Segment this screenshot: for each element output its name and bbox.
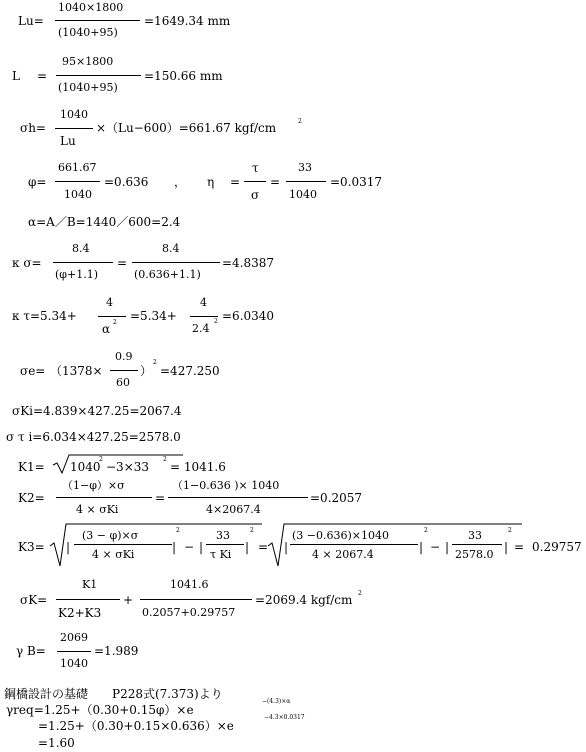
l-eq: = xyxy=(37,69,48,83)
ks-eq: = xyxy=(117,256,128,270)
ski-line: σKi=4.839×427.25=2067.4 xyxy=(12,404,182,418)
fraction-bar xyxy=(55,181,100,182)
kt-numerator1: 4 xyxy=(106,296,113,309)
bracket-open: | xyxy=(445,540,450,554)
sk-denominator2: 0.2057+0.29757 xyxy=(142,606,236,619)
reference-source: P228式(7.373)より xyxy=(112,687,223,701)
sk-numerator2: 1041.6 xyxy=(170,578,209,591)
lu-lhs: Lu= xyxy=(18,14,44,28)
ks-denominator1: (φ+1.1) xyxy=(55,268,98,281)
k2-numerator1: （1−φ）×σ xyxy=(62,479,125,492)
eta-eq2: = xyxy=(270,175,281,189)
k2-eq: = xyxy=(155,491,166,505)
k3-g2-denominator: 2578.0 xyxy=(455,548,494,561)
eta-lhs: η xyxy=(207,175,215,189)
k3-eq2: = xyxy=(514,540,525,554)
k1-rad-b: −3×33 xyxy=(106,460,150,474)
psi-denominator: 1040 xyxy=(64,188,92,201)
k3-sq2: 2 xyxy=(250,527,254,534)
psi-result: =0.636 xyxy=(104,175,149,189)
fraction-bar xyxy=(56,75,141,76)
kt-result: =6.0340 xyxy=(222,309,275,323)
ks-result: =4.8387 xyxy=(222,256,275,270)
k3-f1-denominator: 4 × σKi xyxy=(92,548,135,561)
eta-denominator2: 1040 xyxy=(289,188,317,201)
fraction-bar xyxy=(140,599,252,600)
lu-result: =1649.34 mm xyxy=(144,14,231,28)
psi-lhs: φ= xyxy=(28,175,47,189)
bracket-open: | xyxy=(66,540,71,554)
eta-result: =0.0317 xyxy=(330,175,383,189)
fraction-bar xyxy=(190,316,218,317)
fraction-bar xyxy=(286,181,326,182)
eta-denominator: σ xyxy=(251,188,260,202)
greq-line2-sup: −4.3×0.0317 xyxy=(264,714,305,721)
k3-lhs: K3= xyxy=(18,540,45,554)
fraction-bar xyxy=(56,599,120,600)
fraction-bar xyxy=(132,262,220,263)
fraction-bar xyxy=(98,316,126,317)
kt-den2-sup: 2 xyxy=(214,318,218,325)
sh-lhs: σh= xyxy=(20,121,46,135)
se-pre: （1378× xyxy=(50,364,103,378)
fraction-bar xyxy=(110,370,138,371)
k2-denominator2: 4×2067.4 xyxy=(206,503,261,516)
k2-numerator2: （1−0.636 )× 1040 xyxy=(172,479,280,492)
alpha-line: α=A／B=1440／600=2.4 xyxy=(28,215,181,229)
sk-plus: + xyxy=(123,593,134,607)
gb-numerator: 2069 xyxy=(60,631,88,644)
bracket-close: | xyxy=(172,540,177,554)
kt-denominator1: α xyxy=(102,322,111,336)
k2-lhs: K2= xyxy=(18,491,45,505)
bracket-open: | xyxy=(199,540,204,554)
sh-denominator: Lu xyxy=(60,134,76,148)
se-post: ） xyxy=(140,364,153,378)
k3-minus1: − xyxy=(184,540,195,554)
se-lhs: σe= xyxy=(20,364,46,378)
ks-lhs: κ σ= xyxy=(12,256,42,270)
k3-sq4: 2 xyxy=(508,527,512,534)
ks-numerator2: 8.4 xyxy=(162,242,180,255)
k3-f2-numerator: 33 xyxy=(216,529,230,542)
sti-line: σ τ i=6.034×427.25=2578.0 xyxy=(6,430,181,444)
sh-numerator: 1040 xyxy=(60,108,88,121)
fraction-bar xyxy=(290,544,418,545)
eta-eq: = xyxy=(230,175,241,189)
se-numerator: 0.9 xyxy=(115,350,133,363)
kt-numerator2: 4 xyxy=(200,296,207,309)
greq-line1-sup: −(4.3)×α xyxy=(262,698,291,705)
l-numerator: 95×1800 xyxy=(62,55,114,68)
gb-result: =1.989 xyxy=(94,644,139,658)
k1-lhs: K1= xyxy=(18,460,45,474)
k3-g2-numerator: 33 xyxy=(468,529,482,542)
kt-lhs: κ τ=5.34+ xyxy=(12,309,77,323)
eta-numerator: τ xyxy=(252,161,259,175)
reference-title: 鋼橋設計の基礎 xyxy=(4,687,89,701)
k3-minus2: − xyxy=(430,540,441,554)
fraction-bar xyxy=(56,497,152,498)
se-post-sup: 2 xyxy=(153,359,157,366)
fraction-bar xyxy=(74,544,172,545)
greq-line3: =1.60 xyxy=(38,736,75,750)
lu-numerator: 1040×1800 xyxy=(58,1,124,14)
greq-line2: =1.25+（0.30+0.15×0.636）×e xyxy=(38,719,234,733)
k3-g1-numerator: (3 −0.636)×1040 xyxy=(292,529,389,542)
sk-denominator1: K2+K3 xyxy=(58,606,102,620)
sk-lhs: σK= xyxy=(20,593,48,607)
se-result: =427.250 xyxy=(160,364,220,378)
fraction-bar xyxy=(55,20,140,21)
eta-numerator2: 33 xyxy=(298,161,312,174)
greq-line1: γreq=1.25+（0.30+0.15φ）×e xyxy=(6,703,194,717)
ks-numerator1: 8.4 xyxy=(72,242,90,255)
fraction-bar xyxy=(168,497,308,498)
fraction-bar xyxy=(206,544,244,545)
k3-sq1: 2 xyxy=(176,527,180,534)
k3-g1-denominator: 4 × 2067.4 xyxy=(312,548,374,561)
se-denominator: 60 xyxy=(116,376,130,389)
ks-denominator2: (0.636+1.1) xyxy=(134,268,201,281)
k3-sq3: 2 xyxy=(424,527,428,534)
kt-mid: =5.34+ xyxy=(130,309,177,323)
k3-f1-numerator: (3 − φ)×σ xyxy=(82,529,139,542)
gb-denominator: 1040 xyxy=(60,657,88,670)
bracket-close: | xyxy=(419,540,424,554)
gb-lhs: γ B= xyxy=(16,644,46,658)
k1-sup-a: 2 xyxy=(99,456,103,463)
fraction-bar xyxy=(53,262,113,263)
k1-result: = 1041.6 xyxy=(170,460,226,474)
fraction-bar xyxy=(244,181,266,182)
sk-result: =2069.4 kgf/cm xyxy=(255,593,353,607)
k2-result: =0.2057 xyxy=(310,491,363,505)
kt-denominator2: 2.4 xyxy=(192,322,210,335)
sh-result: ×（Lu−600）=661.67 kgf/cm xyxy=(96,121,277,135)
bracket-close: | xyxy=(504,540,509,554)
k2-denominator1: 4 × σKi xyxy=(76,503,119,516)
l-denominator: (1040+95) xyxy=(58,81,118,94)
kt-den1-sup: 2 xyxy=(113,319,117,326)
k3-f2-denominator: τ Ki xyxy=(210,548,232,561)
sh-unit-sup: 2 xyxy=(298,118,302,125)
fraction-bar xyxy=(452,544,502,545)
k3-result: 0.29757 xyxy=(532,540,582,554)
k1-sup-b: 2 xyxy=(163,456,167,463)
k3-eq: = xyxy=(258,540,269,554)
k1-rad-a: 1040 xyxy=(70,460,101,474)
fraction-bar xyxy=(57,651,91,652)
lu-denominator: (1040+95) xyxy=(58,26,118,39)
sk-unit-sup: 2 xyxy=(358,590,362,597)
l-result: =150.66 mm xyxy=(144,69,223,83)
psi-comma: ， xyxy=(174,175,187,189)
sk-numerator1: K1 xyxy=(82,578,98,591)
bracket-close: | xyxy=(245,540,250,554)
l-lhs: L xyxy=(12,69,20,83)
bracket-open: | xyxy=(284,540,289,554)
psi-numerator: 661.67 xyxy=(58,161,97,174)
fraction-bar xyxy=(55,128,93,129)
